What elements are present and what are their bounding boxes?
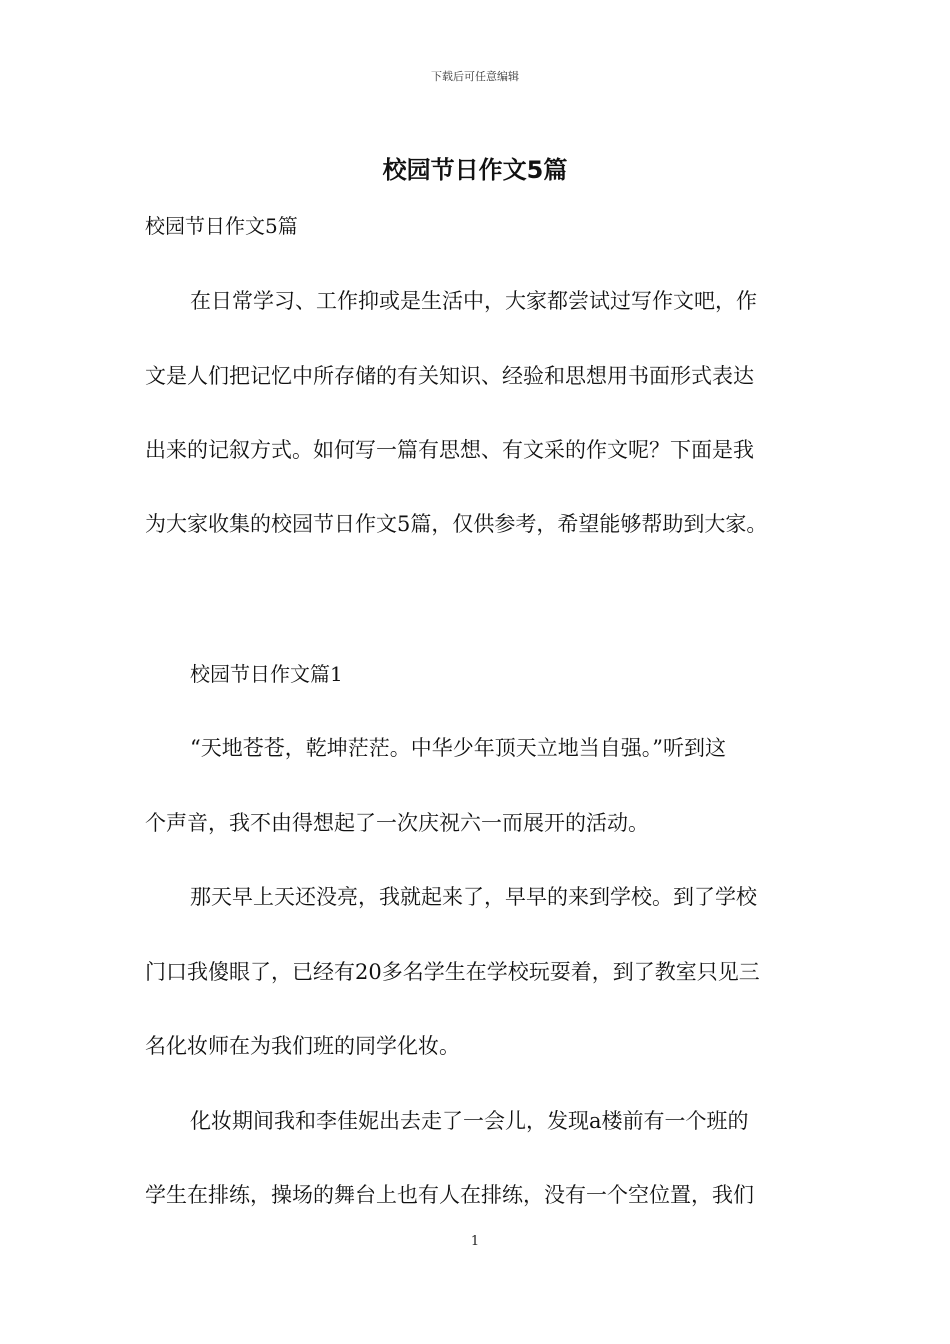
- intro-line: 为大家收集的校园节日作文5篇，仅供参考，希望能够帮助到大家。: [145, 512, 768, 536]
- body-line: 化妆期间我和李佳妮出去走了一会儿，发现a楼前有一个班的: [190, 1109, 749, 1133]
- section-heading: 校园节日作文篇1: [190, 662, 343, 686]
- body-line: “天地苍苍，乾坤茫茫。中华少年顶天立地当自强。”听到这: [190, 736, 726, 760]
- body-line: 门口我傻眼了，已经有20多名学生在学校玩耍着，到了教室只见三: [145, 960, 760, 984]
- header-note: 下载后可任意编辑: [431, 70, 519, 83]
- body-line: 那天早上天还没亮，我就起来了，早早的来到学校。到了学校: [190, 885, 757, 909]
- body-line: 个声音，我不由得想起了一次庆祝六一而展开的活动。: [145, 811, 649, 835]
- intro-line: 出来的记叙方式。如何写一篇有思想、有文采的作文呢？下面是我: [145, 438, 754, 462]
- body-line: 学生在排练，操场的舞台上也有人在排练，没有一个空位置，我们: [145, 1183, 754, 1207]
- page-number: 1: [470, 1234, 480, 1249]
- document-title: 校园节日作文5篇: [382, 156, 568, 184]
- intro-line: 在日常学习、工作抑或是生活中，大家都尝试过写作文吧，作: [190, 289, 757, 313]
- document-subtitle: 校园节日作文5篇: [145, 214, 298, 238]
- body-line: 名化妆师在为我们班的同学化妆。: [145, 1034, 460, 1058]
- intro-line: 文是人们把记忆中所存储的有关知识、经验和思想用书面形式表达: [145, 364, 754, 388]
